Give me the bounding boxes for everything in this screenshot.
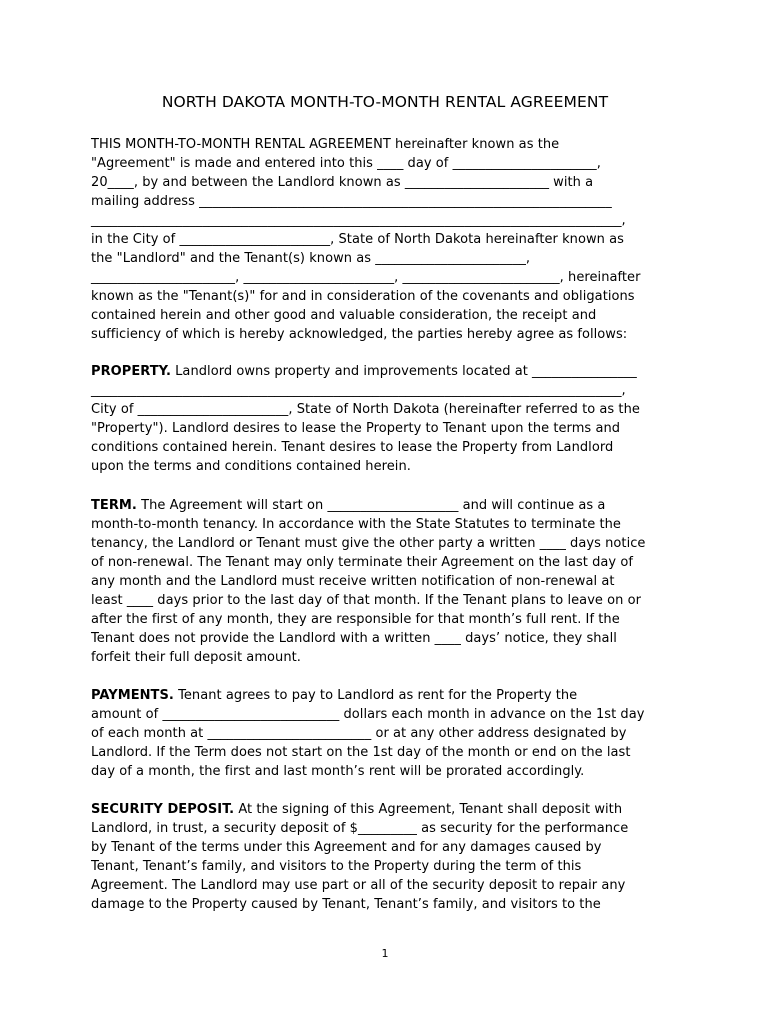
property-line: conditions contained herein. Tenant desires to lease the Property from Landlord	[91, 440, 614, 455]
intro-line: mailing address _______________________________________________________________	[91, 194, 612, 209]
security-line: Landlord, in trust, a security deposit of $_________ as security for the performance	[91, 821, 629, 836]
security-line: by Tenant of the terms under this Agreement and for any damages caused by	[91, 840, 602, 855]
term-line: of non-renewal. The Tenant may only terminate their Agreement on the last day of	[91, 555, 633, 570]
intro-line: 20____, by and between the Landlord known as ______________________ with a	[91, 175, 594, 190]
term-line: Tenant does not provide the Landlord with a written ____ days’ notice, they shall	[91, 631, 617, 646]
document-title: NORTH DAKOTA MONTH-TO-MONTH RENTAL AGREEMENT	[161, 93, 609, 111]
property-first-line	[91, 362, 691, 381]
term-line: forfeit their full deposit amount.	[91, 650, 301, 665]
term-section	[91, 496, 691, 667]
payments-first-text: Tenant agrees to pay to Landlord as rent for the Property the	[173, 688, 578, 703]
property-line: upon the terms and conditions contained herein.	[91, 459, 411, 474]
intro-line: in the City of _______________________, State of North Dakota hereinafter known as	[91, 232, 624, 247]
intro-line: known as the "Tenant(s)" for and in consideration of the covenants and obligations	[91, 289, 635, 304]
property-line: _________________________________________________________________________________,	[91, 383, 626, 398]
payments-first-line	[91, 686, 691, 705]
security-deposit-section	[91, 800, 691, 914]
security-first-line	[91, 800, 691, 819]
intro-line: _________________________________________________________________________________,	[91, 213, 626, 228]
intro-line: contained herein and other good and valuable consideration, the receipt and	[91, 308, 597, 323]
term-first-line	[91, 496, 691, 515]
security-first-text: At the signing of this Agreement, Tenant shall deposit with	[234, 802, 623, 817]
term-line: any month and the Landlord must receive written notification of non-renewal at	[91, 574, 615, 589]
intro-paragraph	[91, 135, 691, 344]
term-line: after the first of any month, they are responsible for that month’s full rent. If the	[91, 612, 620, 627]
security-heading: SECURITY DEPOSIT.	[91, 802, 235, 817]
security-line: Agreement. The Landlord may use part or all of the security deposit to repair any	[91, 878, 626, 893]
term-line: tenancy, the Landlord or Tenant must give the other party a written ____ days notice	[91, 536, 646, 551]
page-number: 1	[381, 947, 389, 960]
intro-line: sufficiency of which is hereby acknowledged, the parties hereby agree as follows:	[91, 327, 628, 342]
payments-heading: PAYMENTS.	[91, 688, 174, 703]
payments-line: Landlord. If the Term does not start on the 1st day of the month or end on the last	[91, 745, 631, 760]
payments-line: of each month at _________________________ or at any other address designated by	[91, 726, 627, 741]
intro-line: ______________________, _______________________, ________________________, hereinafter	[91, 270, 641, 285]
term-heading: TERM.	[91, 498, 137, 513]
term-line: least ____ days prior to the last day of that month. If the Tenant plans to leave on or	[91, 593, 642, 608]
security-line: damage to the Property caused by Tenant, Tenant’s family, and visitors to the	[91, 897, 601, 912]
property-section	[91, 362, 691, 476]
intro-line: "Agreement" is made and entered into this ____ day of ______________________,	[91, 156, 601, 171]
term-line: month-to-month tenancy. In accordance with the State Statutes to terminate the	[91, 517, 621, 532]
intro-line: THIS MONTH-TO-MONTH RENTAL AGREEMENT hereinafter known as the	[91, 137, 560, 152]
payments-line: day of a month, the first and last month’s rent will be prorated accordingly.	[91, 764, 585, 779]
term-first-text: The Agreement will start on ____________________ and will continue as a	[136, 498, 606, 513]
property-line: "Property"). Landlord desires to lease the Property to Tenant upon the terms and	[91, 421, 621, 436]
property-heading: PROPERTY.	[91, 364, 171, 379]
property-line: City of _______________________, State of North Dakota (hereinafter referred to as the	[91, 402, 640, 417]
intro-line: the "Landlord" and the Tenant(s) known as _______________________,	[91, 251, 531, 266]
payments-section	[91, 686, 691, 781]
security-line: Tenant, Tenant’s family, and visitors to the Property during the term of this	[91, 859, 582, 874]
property-first-text: Landlord owns property and improvements located at ________________	[170, 364, 637, 379]
payments-line: amount of ___________________________ dollars each month in advance on the 1st day	[91, 707, 645, 722]
